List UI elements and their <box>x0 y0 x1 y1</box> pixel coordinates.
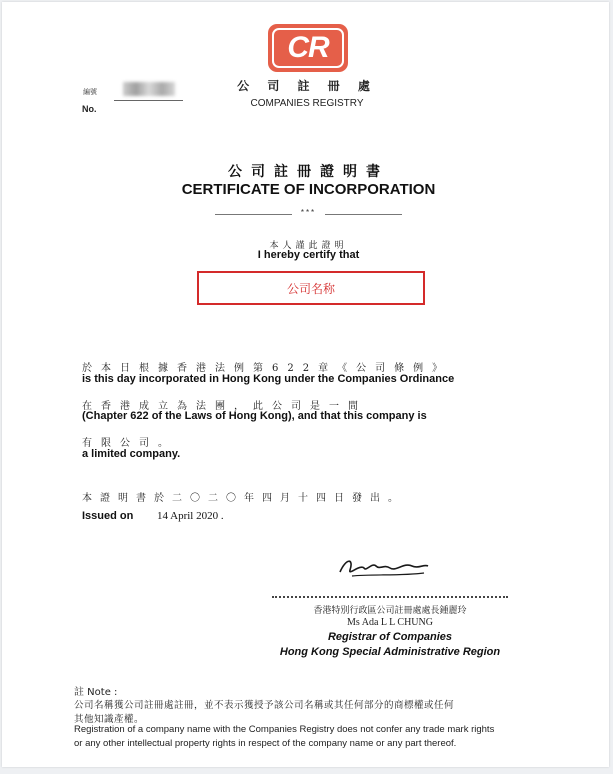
issue-date: 14 April 2020 . <box>157 510 224 522</box>
body-line-zh-3: 有限公司。 <box>82 438 177 449</box>
note-text-zh-1: 公司名稱獲公司註冊處註冊，並不表示獲授予該公司名稱或其任何部分的商標權或任何 <box>74 700 455 711</box>
divider-stars: *** <box>300 208 317 217</box>
body-line-zh-2: 在香港成立為法團，此公司是一間 <box>82 401 367 412</box>
number-label-zh: 編號 <box>83 88 97 96</box>
divider-right <box>325 214 402 215</box>
company-name: 公司名称 <box>286 281 335 296</box>
signatory-region: Hong Kong Special Administrative Region <box>279 646 501 658</box>
redacted-number <box>123 82 175 96</box>
body-line-en-3: a limited company. <box>82 448 181 460</box>
signatory-title-en: Registrar of Companies <box>327 631 453 643</box>
signatory-name: Ms Ada L L CHUNG <box>347 617 433 628</box>
company-name-box <box>197 271 425 305</box>
issue-text-zh: 本證明書於二〇二〇年四月十四日發出。 <box>82 493 406 504</box>
cr-logo <box>268 24 348 72</box>
note-text-en-1: Registration of a company name with the Companies Registry does not confer any trade mark rights <box>74 724 495 735</box>
note-text-zh-2: 其他知識產權。 <box>74 714 145 725</box>
registry-name-zh: 公 司 註 冊 處 <box>237 79 377 93</box>
body-line-zh-1: 於本日根據香港法例第622章《公司條例》 <box>82 363 452 374</box>
certify-text-en: I hereby certify that <box>257 249 360 261</box>
number-label-en: No. <box>82 104 97 114</box>
signature-image <box>332 552 432 582</box>
registry-name-en: COMPANIES REGISTRY <box>250 98 364 109</box>
certify-text-zh: 本人謹此證明 <box>269 241 348 251</box>
note-label: 註 Note : <box>74 687 118 698</box>
logo-frame <box>272 28 344 68</box>
issued-on-label: Issued on <box>82 510 134 522</box>
certificate-title-en: CERTIFICATE OF INCORPORATION <box>181 181 436 198</box>
body-line-en-1: is this day incorporated in Hong Kong under the Companies Ordinance <box>82 373 455 385</box>
note-text-en-2: or any other intellectual property rights in respect of the company name or any part thereof. <box>74 738 457 749</box>
certificate-page <box>2 2 609 767</box>
signature-dotted-line <box>272 596 508 598</box>
certificate-title-zh: 公司註冊證明書 <box>228 164 389 180</box>
signatory-title-zh: 香港特別行政區公司註冊處處長鍾麗玲 <box>313 606 467 616</box>
logo-text: CR <box>287 31 329 64</box>
body-line-en-2: (Chapter 622 of the Laws of Hong Kong), and that this company is <box>82 410 427 422</box>
divider-left <box>215 214 292 215</box>
number-underline <box>114 100 183 101</box>
